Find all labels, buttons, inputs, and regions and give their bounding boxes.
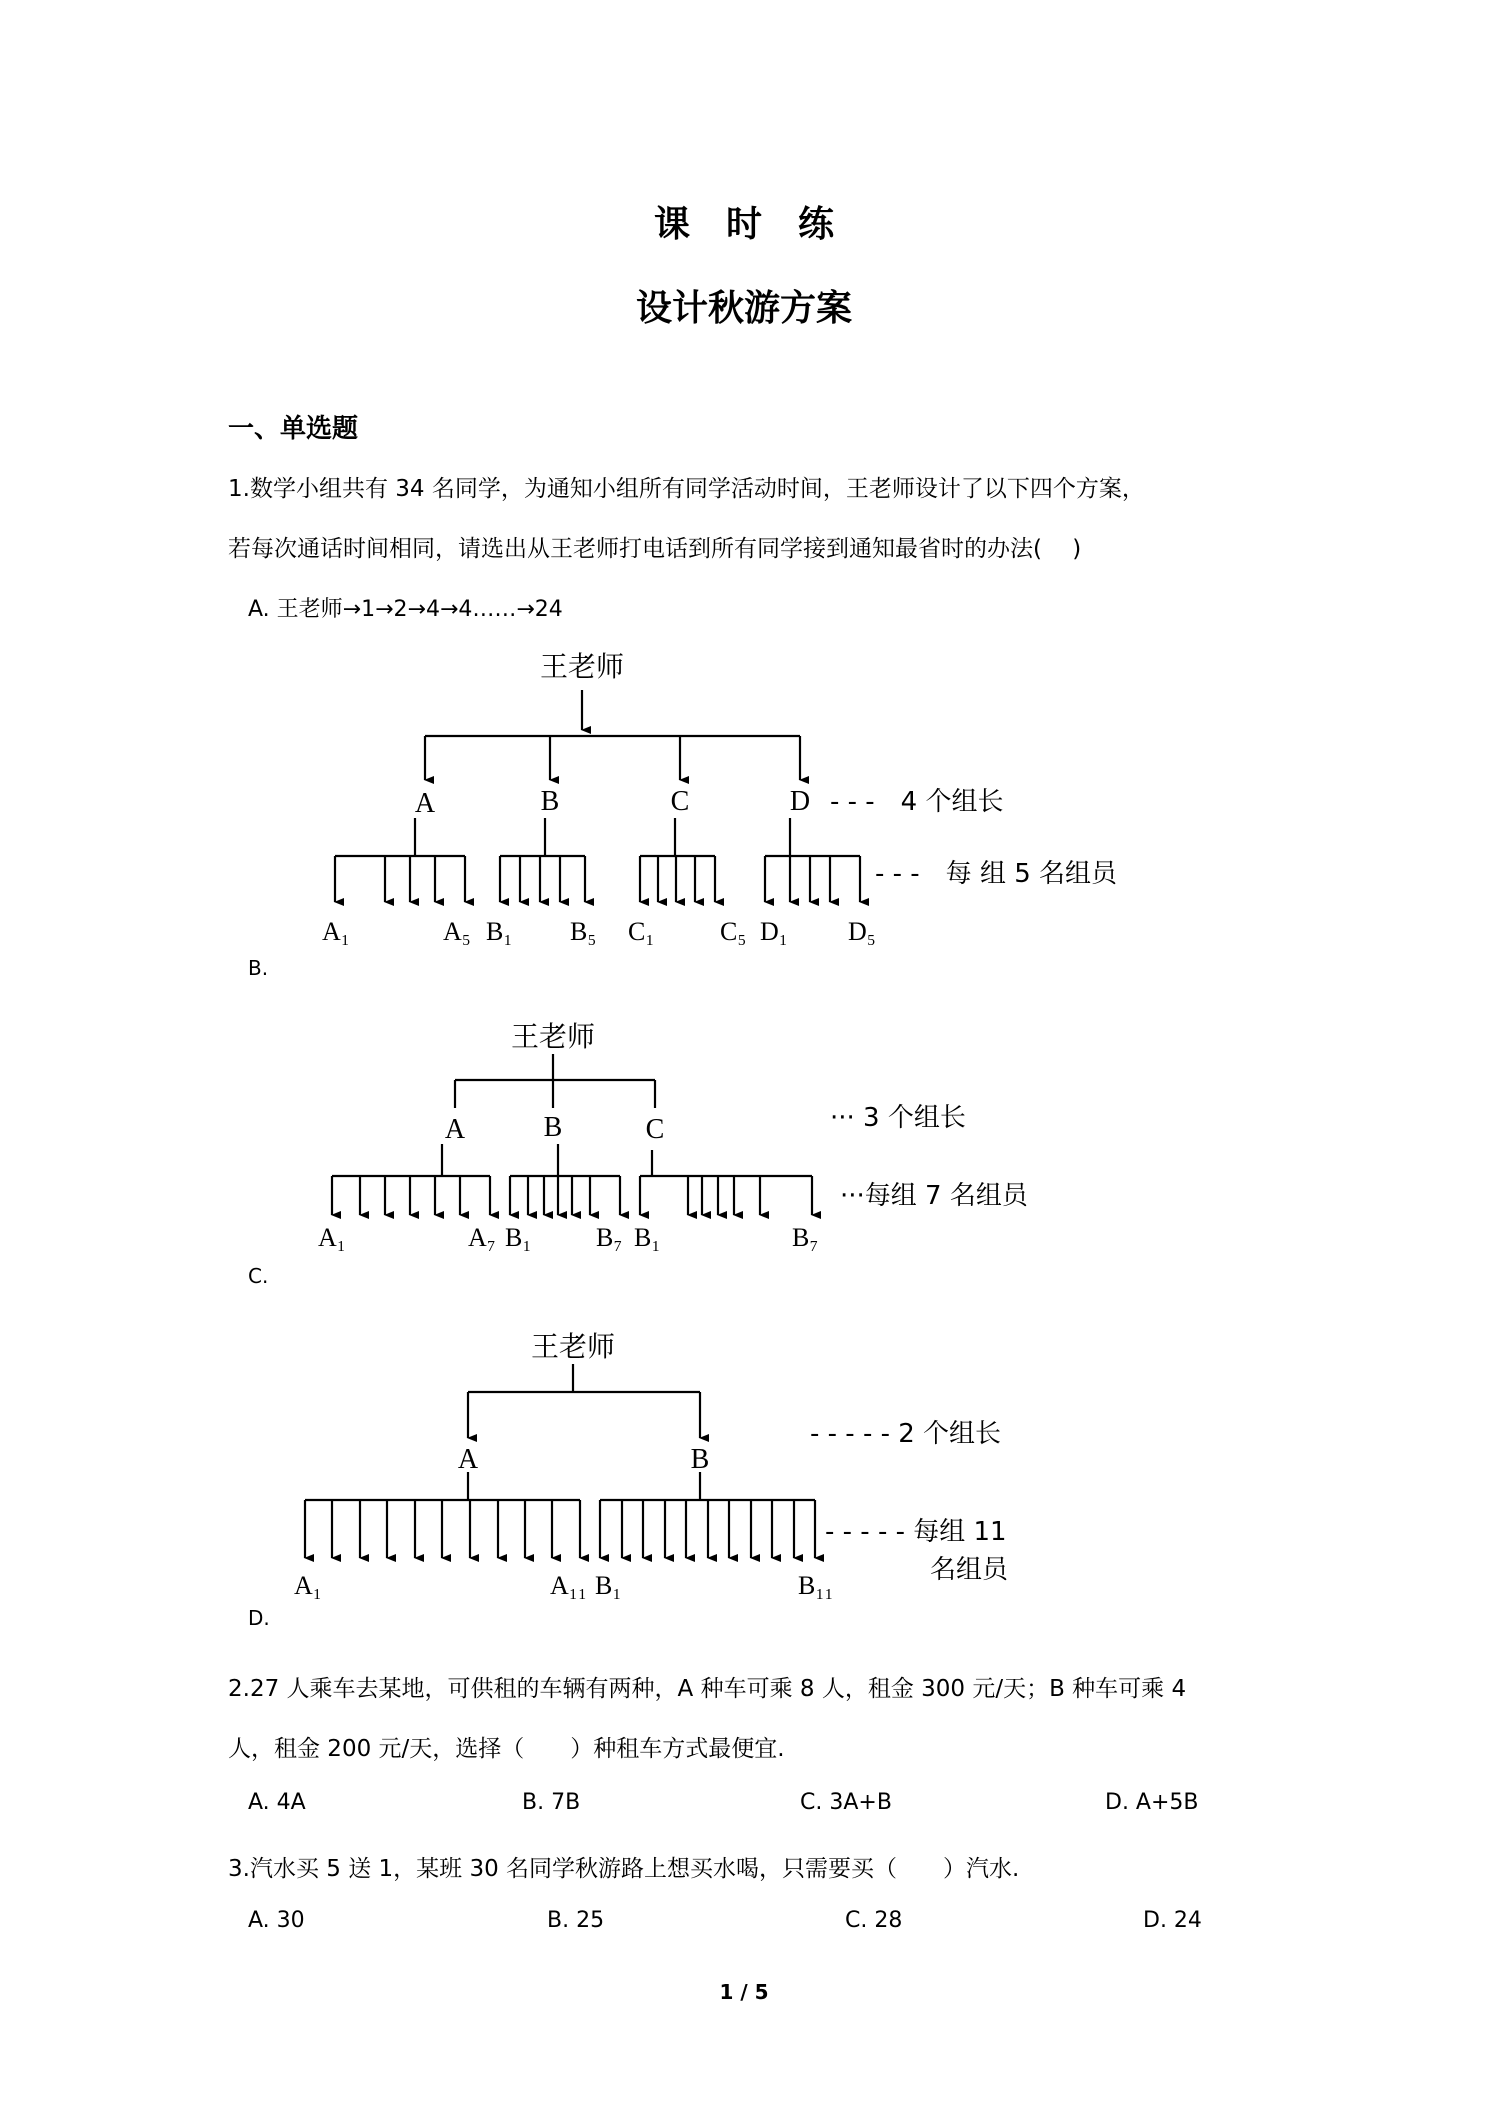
- section-title: 一、单选题: [228, 414, 359, 444]
- q2-option-a[interactable]: A. 4A: [248, 1790, 306, 1815]
- q1-text-line2: 若每次通话时间相同，请选出从王老师打电话到所有同学接到通知最省时的办法( ): [228, 536, 1082, 562]
- diagram-b-member: B₅: [570, 917, 597, 946]
- diagram-c-note-leaders: ··· 3 个组长: [830, 1103, 966, 1133]
- diagram-c-member: B₇: [792, 1223, 819, 1252]
- diagram-c-member: A₇: [468, 1223, 496, 1252]
- diagram-d-member: A₁: [294, 1571, 322, 1600]
- q2-option-b[interactable]: B. 7B: [522, 1790, 581, 1815]
- diagram-d-member: B₁₁: [798, 1571, 834, 1600]
- q3-option-a[interactable]: A. 30: [248, 1908, 305, 1933]
- diagram-b-note-members: - - - 每 组 5 名组员: [875, 859, 1118, 889]
- diagram-b-member: B₁: [486, 917, 513, 946]
- diagram-c-member: B₇: [596, 1223, 623, 1252]
- diagram-c-member: B₁: [634, 1223, 661, 1252]
- diagram-b-leader: A: [414, 788, 436, 819]
- diagram-d-note-members: 名组员: [930, 1555, 1009, 1585]
- diagram-c-teacher: 王老师: [510, 1020, 596, 1053]
- q3-option-b[interactable]: B. 25: [547, 1908, 605, 1933]
- diagram-b-note-leaders: - - - 4 个组长: [830, 787, 1004, 817]
- diagram-d-member: A₁₁: [550, 1571, 587, 1600]
- diagram-c-note-members: ···每组 7 名组员: [840, 1181, 1028, 1211]
- q2-text-line2: 人，租金 200 元/天，选择（ ）种租车方式最便宜.: [228, 1736, 785, 1762]
- diagram-b-member: A₅: [443, 917, 471, 946]
- diagram-b: [300, 640, 1200, 950]
- q2-option-c[interactable]: C. 3A+B: [800, 1790, 892, 1815]
- diagram-b-member: D₁: [760, 917, 788, 946]
- diagram-d-note-members: - - - - - 每组 11: [825, 1517, 1007, 1547]
- q1-option-d[interactable]: D.: [248, 1606, 270, 1630]
- diagram-d-teacher: 王老师: [530, 1330, 616, 1363]
- diagram-b-member: A₁: [322, 917, 350, 946]
- q3-option-c[interactable]: C. 28: [845, 1908, 903, 1933]
- diagram-b-member: C₅: [720, 917, 747, 946]
- diagram-c-leader: B: [543, 1112, 563, 1143]
- q2-text-line1: 2.27 人乘车去某地，可供租的车辆有两种，A 种车可乘 8 人，租金 300 元/天；B 种车可乘 4: [228, 1676, 1187, 1702]
- q1-option-b[interactable]: B.: [248, 956, 269, 980]
- q1-option-c[interactable]: C.: [248, 1264, 269, 1288]
- page-title: 课 时 练: [653, 203, 834, 245]
- diagram-d-member: B₁: [595, 1571, 622, 1600]
- diagram-c-member: A₁: [318, 1223, 346, 1252]
- diagram-c-leader: C: [645, 1114, 665, 1145]
- diagram-c-leader: A: [444, 1114, 466, 1145]
- diagram-d-note-leaders: - - - - - 2 个组长: [810, 1419, 1002, 1449]
- diagram-b-member: D₅: [848, 917, 876, 946]
- q3-text-line1: 3.汽水买 5 送 1，某班 30 名同学秋游路上想买水喝，只需要买（ ）汽水.: [228, 1856, 1020, 1882]
- diagram-c: [300, 1010, 1100, 1260]
- diagram-b-leader: B: [540, 786, 560, 817]
- diagram-b-teacher: 王老师: [539, 650, 625, 683]
- q2-option-d[interactable]: D. A+5B: [1105, 1790, 1199, 1815]
- q1-option-a[interactable]: A. 王老师→1→2→4→4……→24: [248, 597, 563, 622]
- diagram-b-leader: C: [670, 786, 690, 817]
- diagram-c-member: B₁: [505, 1223, 532, 1252]
- diagram-d-leader: B: [690, 1444, 710, 1475]
- page-number: 1 / 5: [719, 1980, 769, 2004]
- diagram-b-member: C₁: [628, 917, 655, 946]
- page-subtitle: 设计秋游方案: [635, 287, 852, 329]
- diagram-d: [270, 1320, 1100, 1610]
- q3-option-d[interactable]: D. 24: [1143, 1908, 1202, 1933]
- diagram-d-leader: A: [457, 1444, 479, 1475]
- diagram-b-leader: D: [789, 786, 811, 817]
- q1-text-line1: 1.数学小组共有 34 名同学，为通知小组所有同学活动时间，王老师设计了以下四个方案，: [228, 476, 1145, 502]
